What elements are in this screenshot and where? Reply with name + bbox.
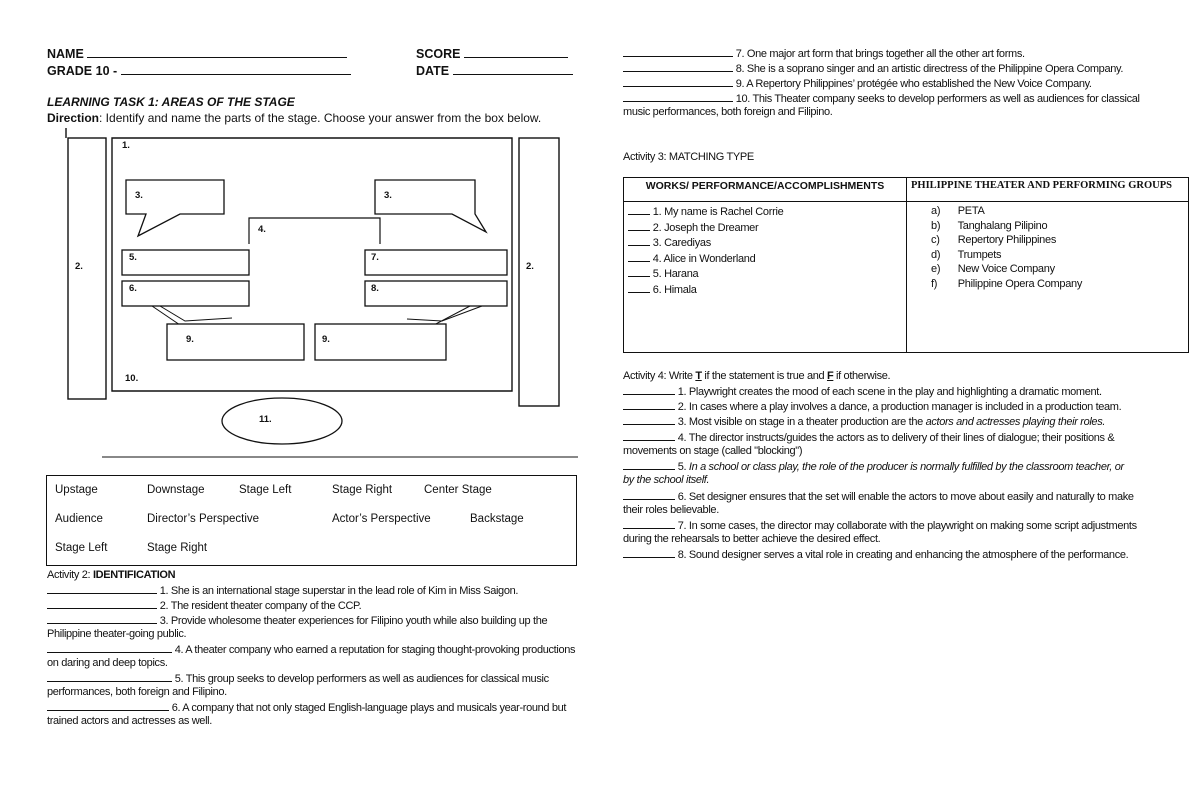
name-row bbox=[47, 46, 347, 61]
group-text: Philippine Opera Company bbox=[957, 277, 1083, 290]
answer-blank[interactable] bbox=[628, 220, 650, 231]
score-field[interactable] bbox=[464, 46, 568, 58]
activity4-item-text: 1. Playwright creates the mood of each scene in the play and highlighting a dramatic moment. bbox=[677, 386, 1102, 398]
choice-actors-perspective: Actor’s Perspective bbox=[332, 513, 431, 525]
work-text: 2. Joseph the Dreamer bbox=[652, 221, 759, 234]
work-item-2 bbox=[628, 220, 902, 236]
grade-field[interactable] bbox=[121, 63, 351, 75]
activity4-item-italic: In a school or class play, the role of the producer is normally fulfilled by the classroom teacher, or bbox=[688, 461, 1124, 473]
choice-backstage: Backstage bbox=[470, 513, 524, 525]
activity2-item-text: 8. She is a soprano singer and an artistic directress of the Philippine Opera Company. bbox=[735, 63, 1124, 75]
stage-label-8: 8. bbox=[371, 283, 379, 294]
score-row bbox=[416, 46, 568, 61]
matching-table bbox=[623, 177, 1189, 353]
activity4-item-text: 3. Most visible on stage in a theater production are the bbox=[677, 416, 926, 428]
choice-stage-left: Stage Left bbox=[239, 484, 292, 496]
activity4-true-letter: T bbox=[695, 370, 702, 382]
choice-stage-left-2: Stage Left bbox=[55, 542, 108, 554]
activity2-item-text: 4. A theater company who earned a reputation for staging thought-provoking productions bbox=[174, 644, 576, 656]
activity4-item-text: 4. The director instructs/guides the actors as to delivery of their lines of dialogue; their positions & bbox=[677, 432, 1115, 444]
activity4-item-italic: by the school itself. bbox=[623, 474, 710, 486]
task1-direction bbox=[47, 111, 541, 125]
activity4-item-2 bbox=[623, 399, 1121, 415]
answer-blank[interactable] bbox=[623, 76, 733, 87]
answer-blank[interactable] bbox=[47, 700, 169, 711]
choice-center-stage: Center Stage bbox=[424, 484, 492, 496]
activity2-title-bold: IDENTIFICATION bbox=[92, 569, 176, 581]
activity4-title bbox=[623, 369, 890, 384]
answer-blank[interactable] bbox=[623, 547, 675, 558]
group-item-c bbox=[931, 233, 1184, 248]
activity4-item-1 bbox=[623, 384, 1102, 400]
work-text: 6. Himala bbox=[652, 283, 697, 296]
group-letter: b) bbox=[931, 219, 941, 232]
work-text: 5. Harana bbox=[652, 268, 699, 281]
answer-blank[interactable] bbox=[47, 598, 157, 609]
activity4-item-text: 8. Sound designer serves a vital role in creating and enhancing the atmosphere of the performance. bbox=[677, 549, 1129, 561]
activity2-item-text: 10. This Theater company seeks to develop performers as well as audiences for classical bbox=[735, 93, 1140, 105]
activity4-item-6-cont: their roles believable. bbox=[623, 504, 719, 516]
stage-diagram bbox=[62, 128, 582, 463]
work-item-5 bbox=[628, 266, 902, 282]
stage-label-11: 11. bbox=[259, 414, 272, 425]
stage-label-7: 7. bbox=[371, 252, 379, 263]
group-letter: c) bbox=[931, 234, 940, 247]
activity2-item-2 bbox=[47, 598, 361, 614]
answer-blank[interactable] bbox=[623, 399, 675, 410]
stage-label-2-left: 2. bbox=[75, 261, 83, 272]
grade-label: GRADE 10 - bbox=[47, 64, 118, 78]
activity2-item-4-cont: on daring and deep topics. bbox=[47, 657, 168, 669]
activity2-item-10-cont: music performances, both foreign and Filipino. bbox=[623, 106, 833, 118]
activity4-item-7-cont: during the rehearsals to better achieve the desired effect. bbox=[623, 533, 881, 545]
answer-blank[interactable] bbox=[623, 459, 675, 470]
answer-blank[interactable] bbox=[623, 414, 675, 425]
activity4-item-8 bbox=[623, 547, 1128, 563]
activity4-item-italic: actors and actresses playing their roles. bbox=[925, 416, 1106, 428]
activity2-item-6-cont: trained actors and actresses as well. bbox=[47, 715, 212, 727]
work-item-4 bbox=[628, 251, 902, 267]
direction-label: Direction bbox=[47, 111, 100, 125]
answer-blank[interactable] bbox=[628, 282, 650, 293]
stage-label-4: 4. bbox=[258, 224, 266, 235]
activity2-title bbox=[47, 568, 175, 583]
activity2-item-text: 6. A company that not only staged English-language plays and musicals year-round but bbox=[171, 702, 567, 714]
activity4-title-a: Activity 4: Write bbox=[623, 370, 696, 382]
group-text: New Voice Company bbox=[957, 263, 1055, 276]
work-item-1 bbox=[628, 204, 902, 220]
answer-blank[interactable] bbox=[628, 251, 650, 262]
activity4-item-text: 7. In some cases, the director may collaborate with the playwright on making some script adjustments bbox=[677, 520, 1137, 532]
date-label: DATE bbox=[416, 64, 450, 78]
date-row bbox=[416, 63, 573, 78]
matching-header-left: WORKS/ PERFORMANCE/ACCOMPLISHMENTS bbox=[624, 178, 907, 202]
group-letter: f) bbox=[931, 277, 938, 290]
activity2-item-text: 2. The resident theater company of the CCP. bbox=[159, 600, 362, 612]
group-letter: e) bbox=[931, 263, 941, 276]
group-text: PETA bbox=[957, 205, 985, 217]
works-column bbox=[624, 202, 907, 353]
answer-blank[interactable] bbox=[628, 266, 650, 277]
answer-blank[interactable] bbox=[623, 61, 733, 72]
group-letter: d) bbox=[931, 248, 941, 261]
date-field[interactable] bbox=[453, 63, 573, 75]
activity2-item-text: 3. Provide wholesome theater experiences for Filipino youth while also building up the bbox=[159, 615, 548, 627]
stage-label-3-left: 3. bbox=[135, 190, 143, 201]
activity2-item-1 bbox=[47, 583, 518, 599]
name-label: NAME bbox=[47, 47, 84, 61]
activity2-item-8 bbox=[623, 61, 1123, 77]
group-text: Trumpets bbox=[957, 248, 1002, 261]
activity4-item-text: 2. In cases where a play involves a dance, a production manager is included in a production team. bbox=[677, 401, 1122, 413]
activity4-item-text: 6. Set designer ensures that the set will enable the actors to move about easily and naturally to make bbox=[677, 491, 1134, 503]
group-text: Repertory Philippines bbox=[957, 234, 1057, 247]
answer-choices-box bbox=[46, 475, 577, 566]
stage-diagram-lines bbox=[62, 128, 582, 463]
activity2-item-text: 1. She is an international stage superstar in the lead role of Kim in Miss Saigon. bbox=[159, 585, 519, 597]
name-field[interactable] bbox=[87, 46, 347, 58]
activity4-item-3 bbox=[623, 414, 1105, 430]
group-item-d bbox=[931, 248, 1184, 263]
activity4-title-c: if otherwise. bbox=[833, 370, 891, 382]
stage-label-5: 5. bbox=[129, 252, 137, 263]
stage-label-1: 1. bbox=[122, 140, 130, 151]
work-text: 3. Carediyas bbox=[652, 237, 711, 250]
stage-label-9-right: 9. bbox=[322, 334, 330, 345]
choice-upstage: Upstage bbox=[55, 484, 98, 496]
group-letter: a) bbox=[931, 205, 941, 217]
activity4-item-text: 5. bbox=[677, 461, 689, 473]
stage-label-10: 10. bbox=[125, 373, 139, 384]
groups-column bbox=[907, 202, 1189, 353]
answer-blank[interactable] bbox=[623, 489, 675, 500]
group-item-b bbox=[931, 219, 1184, 234]
activity4-title-b: if the statement is true and bbox=[701, 370, 827, 382]
answer-blank[interactable] bbox=[623, 384, 675, 395]
activity2-item-7 bbox=[623, 46, 1025, 62]
task1-title: LEARNING TASK 1: AREAS OF THE STAGE bbox=[47, 95, 295, 109]
grade-row bbox=[47, 63, 351, 78]
group-item-e bbox=[931, 262, 1184, 277]
group-item-f bbox=[931, 277, 1184, 292]
direction-text: : Identify and name the parts of the stage. Choose your answer from the box below. bbox=[99, 111, 542, 125]
stage-label-2-right: 2. bbox=[526, 261, 534, 272]
choice-stage-right-2: Stage Right bbox=[147, 542, 208, 554]
choice-directors-perspective: Director’s Perspective bbox=[147, 513, 260, 525]
score-label: SCORE bbox=[416, 47, 461, 61]
activity4-false-letter: F bbox=[826, 370, 834, 382]
work-item-3 bbox=[628, 235, 902, 251]
answer-blank[interactable] bbox=[628, 204, 650, 215]
activity2-item-text: 5. This group seeks to develop performers as well as audiences for classical music bbox=[174, 673, 549, 685]
activity4-item-5-cont bbox=[623, 473, 709, 488]
answer-blank[interactable] bbox=[623, 430, 675, 441]
stage-label-9-left: 9. bbox=[186, 334, 194, 345]
answer-blank[interactable] bbox=[47, 642, 172, 653]
answer-blank[interactable] bbox=[628, 235, 650, 246]
activity2-item-9 bbox=[623, 76, 1092, 92]
stage-label-6: 6. bbox=[129, 283, 137, 294]
answer-blank[interactable] bbox=[623, 46, 733, 57]
activity4-item-4-cont: movements on stage (called "blocking") bbox=[623, 445, 803, 457]
choice-audience: Audience bbox=[55, 513, 103, 525]
matching-header-right: PHILIPPINE THEATER AND PERFORMING GROUPS bbox=[907, 178, 1189, 202]
answer-blank[interactable] bbox=[623, 91, 733, 102]
stage-label-3-right: 3. bbox=[384, 190, 392, 201]
group-text: Tanghalang Pilipino bbox=[957, 219, 1048, 232]
answer-blank[interactable] bbox=[47, 583, 157, 594]
activity2-item-text: 9. A Repertory Philippines’ protégée who established the New Voice Company. bbox=[735, 78, 1092, 90]
work-text: 1. My name is Rachel Corrie bbox=[652, 206, 784, 218]
activity2-title-prefix: Activity 2: bbox=[47, 569, 93, 581]
answer-blank[interactable] bbox=[623, 518, 675, 529]
answer-blank[interactable] bbox=[47, 613, 157, 624]
choice-stage-right: Stage Right bbox=[332, 484, 393, 496]
activity2-item-text: 7. One major art form that brings together all the other art forms. bbox=[735, 48, 1025, 60]
choice-downstage: Downstage bbox=[147, 484, 205, 496]
activity2-item-3-cont: Philippine theater-going public. bbox=[47, 628, 187, 640]
group-item-a bbox=[931, 204, 1184, 219]
answer-blank[interactable] bbox=[47, 671, 172, 682]
activity2-item-5-cont: performances, both foreign and Filipino. bbox=[47, 686, 227, 698]
activity3-title: Activity 3: MATCHING TYPE bbox=[623, 151, 754, 163]
work-text: 4. Alice in Wonderland bbox=[652, 252, 756, 265]
work-item-6 bbox=[628, 282, 902, 298]
